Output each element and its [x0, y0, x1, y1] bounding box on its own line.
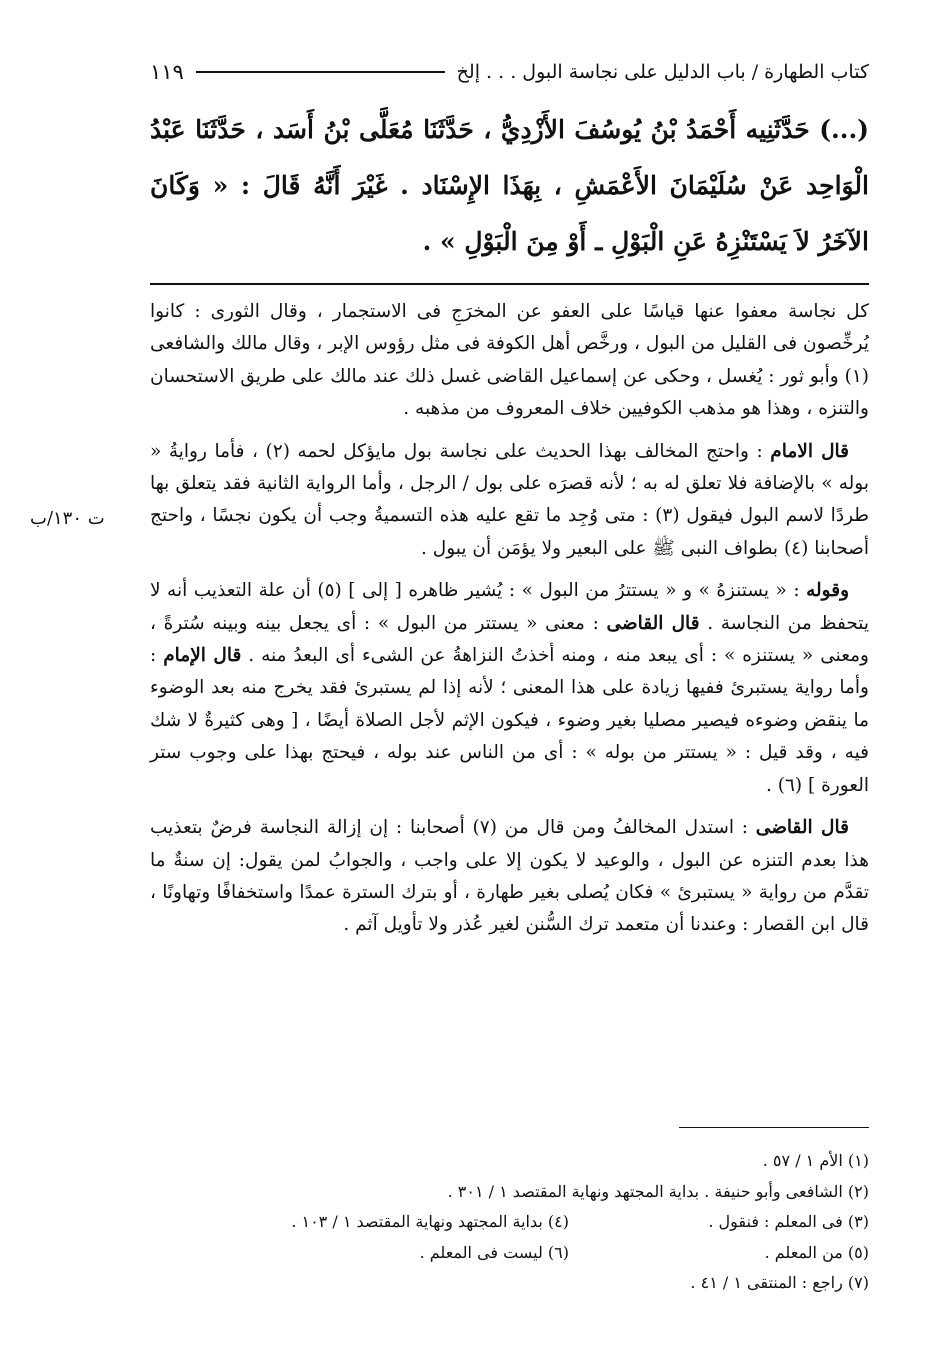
speaker-lead: وقوله	[806, 580, 849, 602]
paragraph-text: : استدل المخالفُ ومن قال من (٧) أصحابنا : إن إزالة النجاسة فرضٌ بتعذيب هذا بعدم التنزه عن البول ، والوعيد لا يكون إلا على واجب ، والجوابُ لمن يقول: إن سنةٌ ما تقدَّم من رواية « يستبرئ » فكان يُصلى بغير طهارة ، أو بترك السترة عمدًا واستخفافًا وتهاونًا ، قال ابن القصار : وعندنا أن متعمد ترك السُّنن لغير عُذر ولا تأويل آثم .	[150, 817, 869, 936]
footnote-6: (٦) ليست فى المعلم .	[419, 1242, 569, 1262]
commentary-paragraph-3	[150, 575, 869, 802]
speaker-lead: قال الامام	[770, 440, 850, 462]
footnote-2: (٢) الشافعى وأبو حنيفة . بداية المجتهد ونهاية المقتصد ١ / ٣٠١ .	[447, 1181, 869, 1201]
running-head-title: كتاب الطهارة / باب الدليل على نجاسة البول . . . إلخ	[456, 61, 869, 83]
paragraph-text: : واحتج المخالف بهذا الحديث على نجاسة بول مايؤكل لحمه (٢) ، فأما روايةُ « بوله » بالإضافة فلا تعلق له به ؛ لأنه قصرَه على بول / الرجل ، وأما الرواية الثانية فقد يتعلق بها طردًا لاسم البول فيقول (٣) : متى وُجِد ما تقع عليه هذه التسميةُ وجب أن يكون نجسًا ، واحتج أصحابنا (٤) بطواف النبى ﷺ على البعير ولا يؤمَن أن يبول .	[150, 440, 869, 559]
text-separator	[150, 283, 869, 285]
footnote-row	[150, 1146, 869, 1177]
speaker-lead: قال القاضى	[606, 612, 700, 634]
speaker-lead: قال القاضى	[755, 817, 849, 839]
manuscript-margin-note: ت ١٣٠/ب	[30, 508, 105, 529]
footnote-separator	[679, 1127, 869, 1128]
commentary-paragraph-1: كل نجاسة معفوا عنها قياسًا على العفو عن المخرَجِ فى الاستجمار ، وقال الثورى : كانوا يُرخِّصون فى القليل من البول ، ورخَّص أهل الكوفة فى مثل رؤوس الإبر ، وقال مالك والشافعى (١) وأبو ثور : يُغسل ، وحكى عن إسماعيل القاضى غسل ذلك عند مالك على طريق الاستحسان والتنزه ، وهذا هو مذهب الكوفيين خلاف المعروف من مذهبه .	[150, 301, 869, 420]
footnote-4: (٤) بداية المجتهد ونهاية المقتصد ١ / ١٠٣ .	[291, 1212, 569, 1231]
commentary-paragraph-2	[150, 436, 869, 566]
paragraph-text: : وأما رواية يستبرئ ففيها زيادة على هذا المعنى ؛ لأنه إذا لم يستبرئ فقد يخرج منه بعد الوضوء ما ينقض وضوءه فيصير مصليا بغير وضوء ، فيكون الإثم لأجل الصلاة أيضًا ، [ وهى كثيرةٌ لا شك فيه ، وقد قيل : « يستتر من بوله » : أى من الناس عند بوله ، فيحتج بهذا على وجوب ستر العورة ] (٦) .	[150, 645, 869, 796]
commentary-paragraph-4	[150, 812, 869, 942]
footnote-row	[150, 1177, 869, 1208]
footnote-row	[150, 1238, 869, 1269]
footnote-1: (١) الأم ١ / ٥٧ .	[762, 1151, 869, 1170]
footnotes	[150, 1146, 869, 1299]
running-head-rule	[196, 71, 445, 73]
footnote-row	[150, 1207, 869, 1238]
footnote-5: (٥) من المعلم .	[764, 1242, 869, 1262]
paragraph-text: : « يستنزهُ » و « يستترُ من البول » : يُشير ظاهره [ إلى ] (٥) أن علة التعذيب أنه لا يتحفظ من النجاسة .	[150, 580, 869, 634]
footnote-row	[150, 1268, 869, 1299]
page-number: ١١٩	[150, 60, 184, 84]
speaker-lead: قال الإمام	[163, 645, 242, 667]
hadith-text: (...) حَدَّثَنِيه أَحْمَدُ بْنُ يُوسُفَ الأَزْدِيُّ ، حَدَّثَنَا مُعَلَّى بْنُ أَسَد ، حَدَّثَنَا عَبْدُ الْوَاحِد عَنْ سُلَيْمَانَ الأَعْمَشِ ، بِهَذَا الإِسْنَاد . غَيْرَ أَنَّهُ قَالَ : « وَكَانَ الآخَرُ لاَ يَسْتَنْزِهُ عَنِ الْبَوْلِ ـ أَوْ مِنَ الْبَوْلِ » .	[150, 115, 869, 256]
footnote-3: (٣) فى المعلم : فنقول .	[708, 1212, 869, 1231]
paragraph-text: : معنى « يستتر من البول » : أى يجعل بينه وبينه سُترةً ، ومعنى « يستنزه » : أى يبعد منه ، ومنه أخذتُ النزاهةُ عن الشىء أى البعدُ منه .	[150, 612, 869, 667]
footnote-7: (٧) راجع : المنتقى ١ / ٤١ .	[690, 1273, 869, 1292]
running-head	[150, 56, 869, 88]
commentary	[150, 296, 869, 952]
